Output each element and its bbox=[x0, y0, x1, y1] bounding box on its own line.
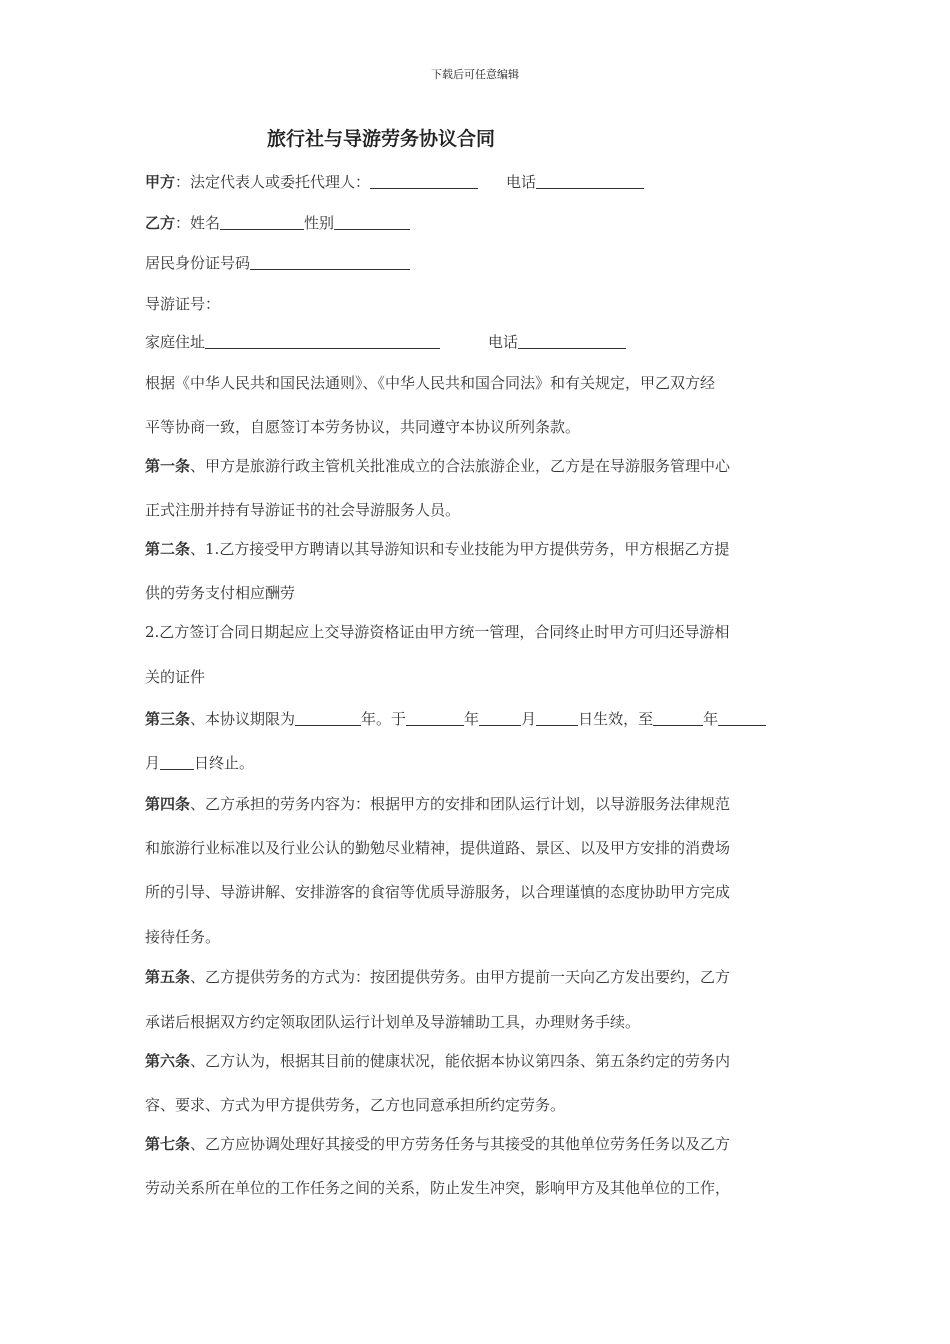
document-title: 旅行社与导游劳务协议合同 bbox=[267, 128, 496, 150]
start-day-blank[interactable] bbox=[536, 710, 578, 726]
party-b-gender-blank[interactable] bbox=[334, 214, 410, 230]
article-1-label: 第一条 bbox=[145, 457, 191, 475]
end-month-pre-blank[interactable] bbox=[718, 710, 766, 726]
article-3-line bbox=[145, 708, 766, 729]
article-2-label: 第二条 bbox=[145, 540, 191, 558]
article-2-line: 供的劳务支付相应酬劳 bbox=[145, 584, 296, 602]
article-7-label: 第七条 bbox=[145, 1135, 191, 1153]
party-a-phone-blank[interactable] bbox=[536, 173, 644, 189]
article-3-text: 月 bbox=[521, 710, 537, 728]
article-4-line bbox=[145, 793, 730, 814]
article-6-line bbox=[145, 1050, 730, 1071]
article-3-text: 年 bbox=[703, 710, 719, 728]
start-year-blank[interactable] bbox=[406, 710, 464, 726]
start-month-blank[interactable] bbox=[479, 710, 521, 726]
id-number-blank[interactable] bbox=[250, 254, 410, 270]
article-6-line: 容、要求、方式为甲方提供劳务，乙方也同意承担所约定劳务。 bbox=[145, 1096, 566, 1114]
end-day-blank[interactable] bbox=[160, 754, 194, 770]
article-3-text: 年 bbox=[464, 710, 480, 728]
article-3-label: 第三条 bbox=[145, 710, 191, 728]
address-phone-blank[interactable] bbox=[518, 333, 626, 349]
article-4-label: 第四条 bbox=[145, 795, 191, 813]
party-b-gender-label: 性别 bbox=[304, 214, 335, 232]
article-4-line: 所的引导、导游讲解、安排游客的食宿等优质导游服务，以合理谨慎的态度协助甲方完成 bbox=[145, 883, 731, 901]
party-b-label: 乙方 bbox=[145, 214, 176, 232]
article-2-text: 、1.乙方接受甲方聘请以其导游知识和专业技能为甲方提供劳务，甲方根据乙方提 bbox=[190, 540, 730, 558]
id-number-label: 居民身份证号码 bbox=[145, 254, 251, 272]
article-5-label: 第五条 bbox=[145, 968, 191, 986]
article-7-line: 劳动关系所在单位的工作任务之间的关系，防止发生冲突，影响甲方及其他单位的工作， bbox=[145, 1179, 731, 1197]
preamble-line: 根据《中华人民共和国民法通则》、《中华人民共和国合同法》和有关规定，甲乙双方经 bbox=[145, 374, 716, 392]
term-years-blank[interactable] bbox=[295, 710, 361, 726]
article-4-line: 和旅游行业标准以及行业公认的勤勉尽业精神，提供道路、景区、以及甲方安排的消费场 bbox=[145, 839, 731, 857]
article-7-line bbox=[145, 1133, 730, 1154]
address-line bbox=[145, 331, 626, 352]
article-1-text: 、甲方是旅游行政主管机关批准成立的合法旅游企业，乙方是在导游服务管理中心 bbox=[190, 457, 731, 475]
article-3-text: 、本协议期限为 bbox=[190, 710, 296, 728]
article-1-line: 正式注册并持有导游证书的社会导游服务人员。 bbox=[145, 501, 461, 519]
article-4-line: 接待任务。 bbox=[145, 928, 221, 946]
header-note: 下载后可任意编辑 bbox=[431, 68, 519, 81]
id-number-line bbox=[145, 252, 410, 273]
end-year-blank[interactable] bbox=[653, 710, 703, 726]
article-2-line: 关的证件 bbox=[145, 668, 206, 686]
article-3-line bbox=[145, 752, 254, 773]
address-label: 家庭住址 bbox=[145, 333, 206, 351]
article-1-line bbox=[145, 455, 730, 476]
party-a-phone-label: 电话 bbox=[506, 173, 537, 191]
party-a-text: ：法定代表人或委托代理人： bbox=[175, 173, 371, 191]
article-2-line bbox=[145, 538, 729, 559]
party-a-rep-blank[interactable] bbox=[370, 173, 478, 189]
article-6-label: 第六条 bbox=[145, 1052, 191, 1070]
article-5-text: 、乙方提供劳务的方式为：按团提供劳务。由甲方提前一天向乙方发出要约，乙方 bbox=[190, 968, 731, 986]
article-3-text: 年。于 bbox=[361, 710, 407, 728]
article-3-text: 日终止。 bbox=[194, 754, 255, 772]
preamble-line: 平等协商一致，自愿签订本劳务协议，共同遵守本协议所列条款。 bbox=[145, 418, 581, 436]
party-b-text: ：姓名 bbox=[175, 214, 221, 232]
article-2-line: 2.乙方签订合同日期起应上交导游资格证由甲方统一管理，合同终止时甲方可归还导游相 bbox=[145, 623, 730, 641]
article-3-text: 月 bbox=[145, 754, 161, 772]
article-5-line bbox=[145, 966, 730, 987]
article-4-text: 、乙方承担的劳务内容为：根据甲方的安排和团队运行计划，以导游服务法律规范 bbox=[190, 795, 731, 813]
article-7-text: 、乙方应协调处理好其接受的甲方劳务任务与其接受的其他单位劳务任务以及乙方 bbox=[190, 1135, 731, 1153]
address-phone-label: 电话 bbox=[488, 333, 519, 351]
article-3-text: 日生效，至 bbox=[578, 710, 654, 728]
address-blank[interactable] bbox=[205, 333, 440, 349]
party-a-line bbox=[145, 171, 644, 192]
article-5-line: 承诺后根据双方约定领取团队运行计划单及导游辅助工具，办理财务手续。 bbox=[145, 1013, 641, 1031]
party-b-name-blank[interactable] bbox=[220, 214, 304, 230]
article-6-text: 、乙方认为，根据其目前的健康状况，能依据本协议第四条、第五条约定的劳务内 bbox=[190, 1052, 731, 1070]
party-b-line bbox=[145, 212, 410, 233]
party-a-label: 甲方 bbox=[145, 173, 176, 191]
guide-cert-line: 导游证号： bbox=[145, 295, 221, 313]
